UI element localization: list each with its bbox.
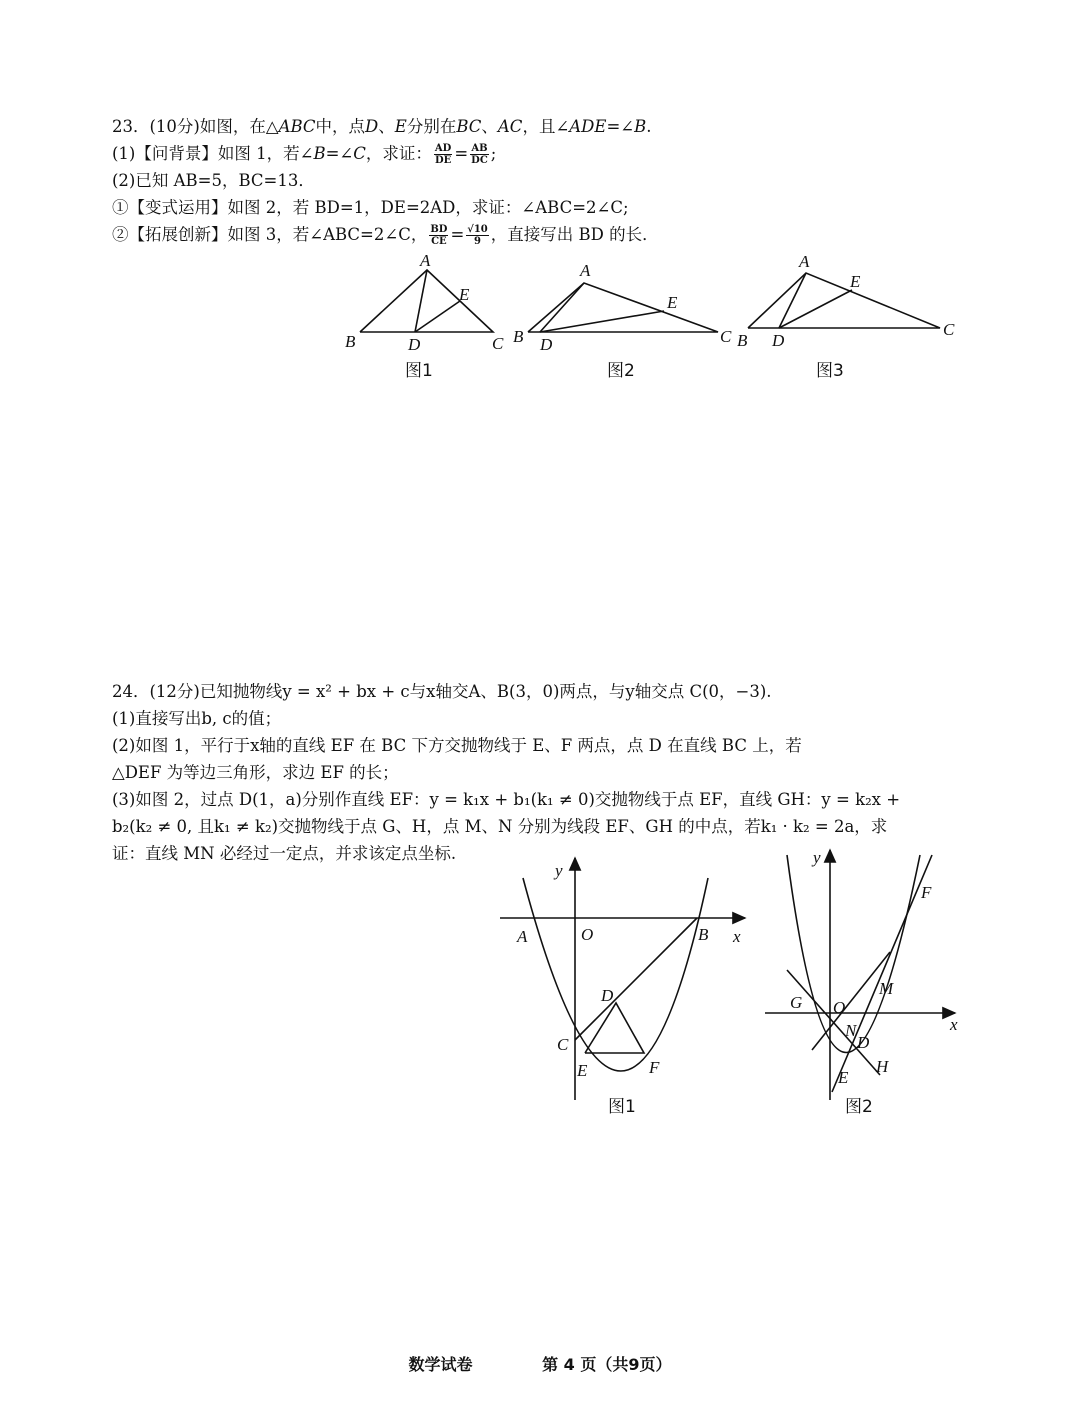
- q24-fig2-label-y: y: [813, 848, 821, 867]
- fig1-caption: 图1: [405, 361, 433, 381]
- fig1-label-e: E: [459, 285, 470, 304]
- q24-fig2-label-f: F: [921, 883, 932, 902]
- q24-fig2-label-x: x: [950, 1015, 958, 1034]
- q23-part2: (2)已知 AB=5，BC=13．: [112, 171, 315, 190]
- q24-fig1-label-y: y: [555, 861, 563, 880]
- fig3-caption: 图3: [816, 361, 844, 381]
- fig3-label-a: A: [799, 252, 810, 271]
- fig2-label-b: B: [513, 327, 524, 346]
- q24-fig1-label-a: A: [517, 927, 528, 946]
- q23-stem: 23．(10分)如图，在△ABC中，点D、E分别在BC、AC，且∠ADE=∠B.: [112, 117, 652, 136]
- fraction-bd-ce: $\frac{BD}{CE}$: [430, 224, 448, 247]
- q24-part3-line3: 证：直线 MN 必经过一定点，并求该定点坐标.: [112, 844, 457, 863]
- fig1-line-bc: [575, 918, 697, 1040]
- q23-part1: (1)【问背景】如图 1，若∠B=∠C，求证： $\frac{AD}{DE}$ = $\frac{AB}{DC}$ ;: [112, 143, 497, 166]
- q24-fig2-label-g: G: [790, 993, 803, 1012]
- fig1-triangle-def: [585, 1003, 644, 1053]
- fig2-label-d: D: [540, 335, 553, 354]
- q23-part2-1: ①【变式运用】如图 2，若 BD=1，DE=2AD，求证：∠ABC=2∠C;: [112, 198, 629, 217]
- q24-stem: 24．(12分)已知抛物线y = x² + bx + c与x轴交A、B(3，0)两点，与y轴交点 C(0，−3).: [112, 682, 772, 701]
- q24-part1: (1)直接写出b, c的值；: [112, 709, 282, 728]
- q24-fig1-caption: 图1: [608, 1097, 636, 1117]
- q24-part2-line2: △DEF 为等边三角形，求边 EF 的长；: [112, 763, 399, 782]
- fig1-label-c: C: [492, 334, 504, 353]
- fraction-sqrt10-9: $\frac{√10}{9}$: [467, 224, 488, 247]
- fig2-caption: 图2: [607, 361, 635, 381]
- fraction-ad-de: $\frac{AD}{DE}$: [434, 143, 452, 166]
- q24-fig1-label-f: F: [649, 1058, 660, 1077]
- q24-fig2-label-h: H: [876, 1057, 889, 1076]
- q24-fig2-label-n: N: [845, 1021, 857, 1040]
- q24-fig2-label-o: O: [833, 998, 846, 1017]
- page-footer: [0, 1352, 1080, 1375]
- q24-part3-line1: (3)如图 2，过点 D(1，a)分别作直线 EF：y = k₁x + b₁(k₁ ≠ 0)交抛物线于点 EF，直线 GH：y = k₂x +: [112, 790, 901, 809]
- q24-fig2-caption: 图2: [845, 1097, 873, 1117]
- q24-fig2-label-d: D: [857, 1033, 870, 1052]
- fig3-label-c: C: [943, 320, 955, 339]
- q24-fig1-label-e: E: [577, 1061, 588, 1080]
- footer-page-number: 第 4 页（共9页）: [542, 1355, 672, 1374]
- footer-subject: 数学试卷: [408, 1355, 473, 1374]
- q24-fig1-label-b: B: [698, 925, 709, 944]
- q24-fig2-label-m: M: [879, 979, 894, 998]
- fig1-label-a: A: [420, 251, 431, 270]
- fig3-label-d: D: [772, 331, 785, 350]
- q24-part3-line2: b₂(k₂ ≠ 0, 且k₁ ≠ k₂)交抛物线于点 G、H，点 M、N 分别为线段 EF、GH 的中点，若k₁ · k₂ = 2a，求: [112, 817, 888, 836]
- fig3-label-e: E: [850, 272, 861, 291]
- fig1-label-b: B: [345, 332, 356, 351]
- fraction-ab-dc: $\frac{AB}{DC}$: [471, 143, 488, 166]
- fig1-label-d: D: [408, 335, 421, 354]
- fig2-label-e: E: [667, 293, 678, 312]
- q23-part2-2: ②【拓展创新】如图 3，若∠ABC=2∠C， $\frac{BD}{CE}$ = $\frac{√10}{9}$ ，直接写出 BD 的长．: [112, 224, 659, 247]
- q24-fig1-label-d: D: [601, 986, 614, 1005]
- q24-fig1-label-c: C: [557, 1035, 569, 1054]
- q24-fig1-label-o: O: [581, 925, 594, 944]
- fig1-parabola: [523, 878, 708, 1071]
- q24-fig2-label-e: E: [838, 1068, 849, 1087]
- fig2-label-a: A: [580, 261, 591, 280]
- fig3-label-b: B: [737, 331, 748, 350]
- fig2-label-c: C: [720, 327, 732, 346]
- q24-part2-line1: (2)如图 1，平行于x轴的直线 EF 在 BC 下方交抛物线于 E、F 两点，点 D 在直线 BC 上，若: [112, 736, 802, 755]
- q24-fig1-label-x: x: [733, 927, 741, 946]
